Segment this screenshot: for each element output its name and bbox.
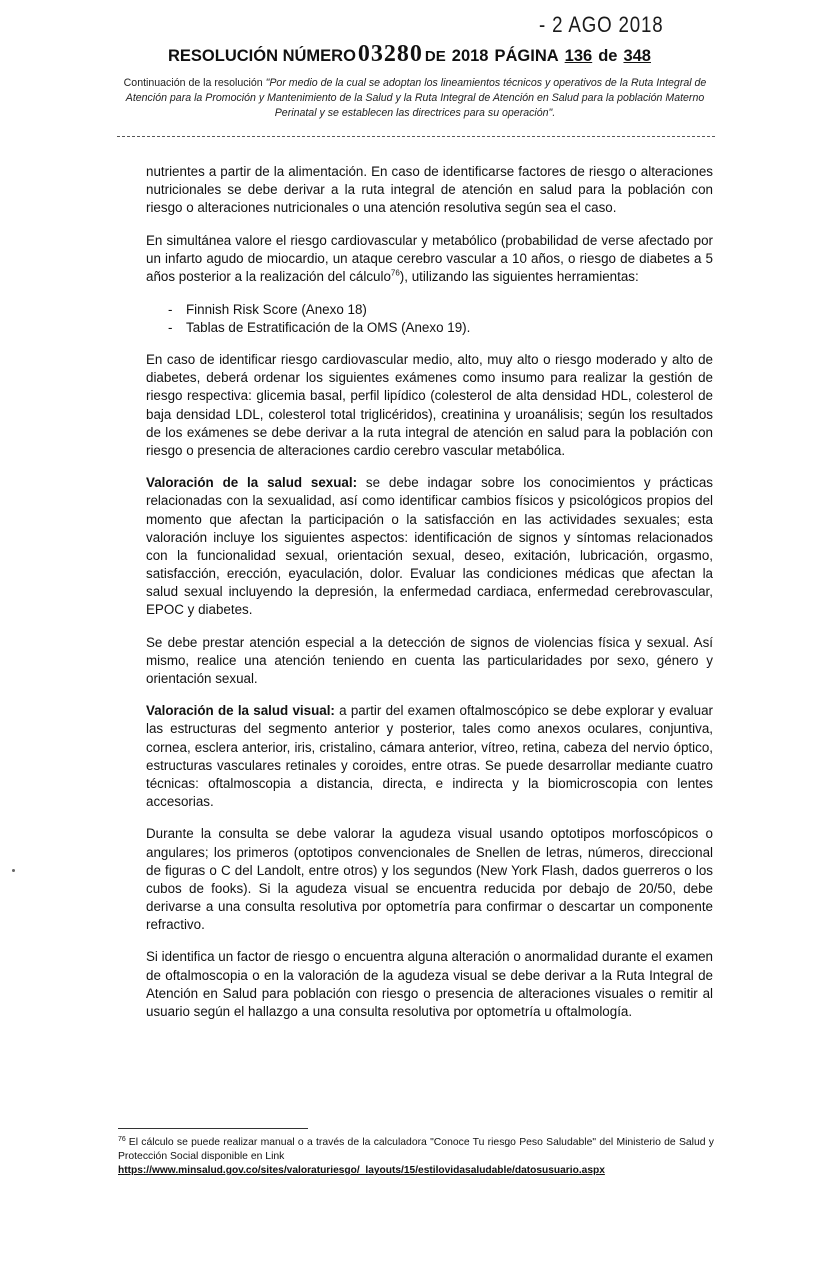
- page-number: 136: [564, 47, 593, 65]
- scan-speck: [12, 869, 15, 872]
- header-de-of: de: [598, 47, 618, 65]
- tools-list: [146, 301, 713, 337]
- paragraph-sexual-health: [146, 474, 713, 619]
- list-dash: -: [168, 301, 173, 317]
- footnote-link[interactable]: https://www.minsalud.gov.co/sites/valoraturiesgo/_layouts/15/estilovidasaludable/datosusuario.aspx: [118, 1165, 605, 1176]
- total-pages: 348: [623, 47, 651, 65]
- paragraph-cardiovascular-text: En simultánea valore el riesgo cardiovascular y metabólico (probabilidad de verse afectado por un infarto agudo de miocardio, un ataque cerebro vascular a 10 años, o riesgo de diabetes a 5 años posterior a la realización del cálculo: [146, 232, 713, 284]
- resolution-number: 03280: [357, 41, 423, 67]
- list-item-text: Finnish Risk Score (Anexo 18): [186, 301, 367, 317]
- resolution-header: [168, 41, 688, 67]
- paragraph-violence: Se debe prestar atención especial a la detección de signos de violencias física y sexual. Así mismo, realice una atención teniendo en cuenta las particularidades por sexo, género y orientación sexual.: [146, 634, 713, 686]
- footnote-divider: [118, 1128, 308, 1129]
- list-item: [146, 301, 713, 319]
- header-divider: [117, 136, 715, 137]
- paragraph-referral: Si identifica un factor de riesgo o encuentra alguna alteración o anormalidad durante el examen de oftalmoscopia o en la valoración de la agudeza visual se debe derivar a la Ruta Integral de Atención en Salud para población con riesgo o presencia de alteraciones visuales o remitir al usuario según el hallazgo a una consulta resolutiva por optometría u oftalmología.: [146, 949, 713, 1019]
- paragraph-cardiovascular-tail: ), utilizando las siguientes herramientas:: [399, 268, 639, 284]
- header-year: 2018: [451, 47, 489, 65]
- footnote-mark: 76: [118, 1135, 126, 1143]
- sexual-health-text: se debe indagar sobre los conocimientos y prácticas relacionadas con la sexualidad, así como identificar cambios físicos y psicológicos propios del momento que afectan la participación o la satisfacción en las actividades sexuales; esta valoración incluye los siguientes aspectos: identificación de signos y síntomas relacionados con la funcionalidad sexual, orientación sexual, deseo, exitación, lubricación, orgasmo, satisfacción, erección, eyaculación, dolor. Evaluar las condiciones médicas que afectan la salud sexual incluyendo la depresión, la enfermedad cardiaca, enfermedad cerebrovascular, EPOC y diabetes.: [146, 475, 713, 617]
- body-content: [146, 163, 713, 1035]
- paragraph-nutrition: nutrientes a partir de la alimentación. En caso de identificarse factores de riesgo o alteraciones nutricionales se debe derivar a la ruta integral de atención en salud para la población con riesgo o alteraciones nutricionales o una atención resolutiva según sea el caso.: [146, 164, 713, 216]
- date-stamp: - 2 AGO 2018: [539, 12, 664, 37]
- continuation-lead: Continuación de la resolución: [123, 77, 263, 89]
- list-item: [146, 319, 713, 337]
- visual-health-heading: Valoración de la salud visual:: [146, 703, 335, 719]
- continuation-note: [110, 76, 720, 121]
- paragraph-visual-health: [146, 702, 713, 811]
- list-item-text: Tablas de Estratificación de la OMS (Anexo 19).: [186, 319, 471, 335]
- footnote-text: El cálculo se puede realizar manual o a través de la calculadora "Conoce Tu riesgo Peso Saludable" del Ministerio de Salud y Protección Social disponible en Link: [118, 1137, 714, 1162]
- header-de: DE: [424, 48, 446, 65]
- paragraph-exams: En caso de identificar riesgo cardiovascular medio, alto, muy alto o riesgo moderado y alto de diabetes, deberá ordenar los siguientes exámenes como insumo para realizar la gestión de riesgo respectiva: glicemia basal, perfil lipídico (colesterol de alta densidad HDL, colesterol de baja densidad LDL, colesterol total triglicéridos), creatinina y uroanálisis; según los resultados de los exámenes se debe derivar a la ruta integral de atención en salud para la población con riesgo o presencia de alteraciones cardio cerebro vascular metabólica.: [146, 352, 713, 458]
- footnote: [118, 1136, 714, 1178]
- footnote-text-block: [118, 1136, 714, 1164]
- header-title: RESOLUCIÓN NÚMERO: [168, 47, 356, 65]
- header-pagina-label: PÁGINA: [494, 47, 559, 65]
- continuation-quote: "Por medio de la cual se adoptan los lineamientos técnicos y operativos de la Ruta Integral de Atención para la Promoción y Mantenimiento de la Salud y la Ruta Integral de Atención en Salud para la población Materno Perinatal y se establecen las directrices para su operación".: [125, 77, 707, 119]
- list-dash: -: [168, 319, 173, 335]
- footnote-reference: 76: [390, 268, 400, 278]
- visual-health-text: a partir del examen oftalmoscópico se debe explorar y evaluar las estructuras del segmento anterior y posterior, tales como anexos oculares, conjuntiva, cornea, esclera anterior, iris, cristalino, cámara anterior, vítreo, retina, cabeza del nervio óptico, estructuras vasculares retinales y coroides, entre otras. Se puede desarrollar mediante cuatro técnicas: oftalmoscopia a distancia, directa, e indirecta y la biomicroscopia con lentes accesorias.: [146, 703, 714, 809]
- paragraph-cardiovascular-risk: [146, 232, 713, 286]
- paragraph-visual-acuity: Durante la consulta se debe valorar la agudeza visual usando optotipos morfoscópicos o angulares; los primeros (optotipos convencionales de Snellen de letras, números, direccional de figuras o C del Landolt, entre otros) y los segundos (New York Flash, dados guerreros o los cubos de fooks). Si la agudeza visual se encuentra reducida por debajo de 20/50, debe derivarse a una consulta resolutiva por optometría para confirmar o descartar un componente refractivo.: [146, 826, 713, 932]
- sexual-health-heading: Valoración de la salud sexual:: [146, 475, 358, 491]
